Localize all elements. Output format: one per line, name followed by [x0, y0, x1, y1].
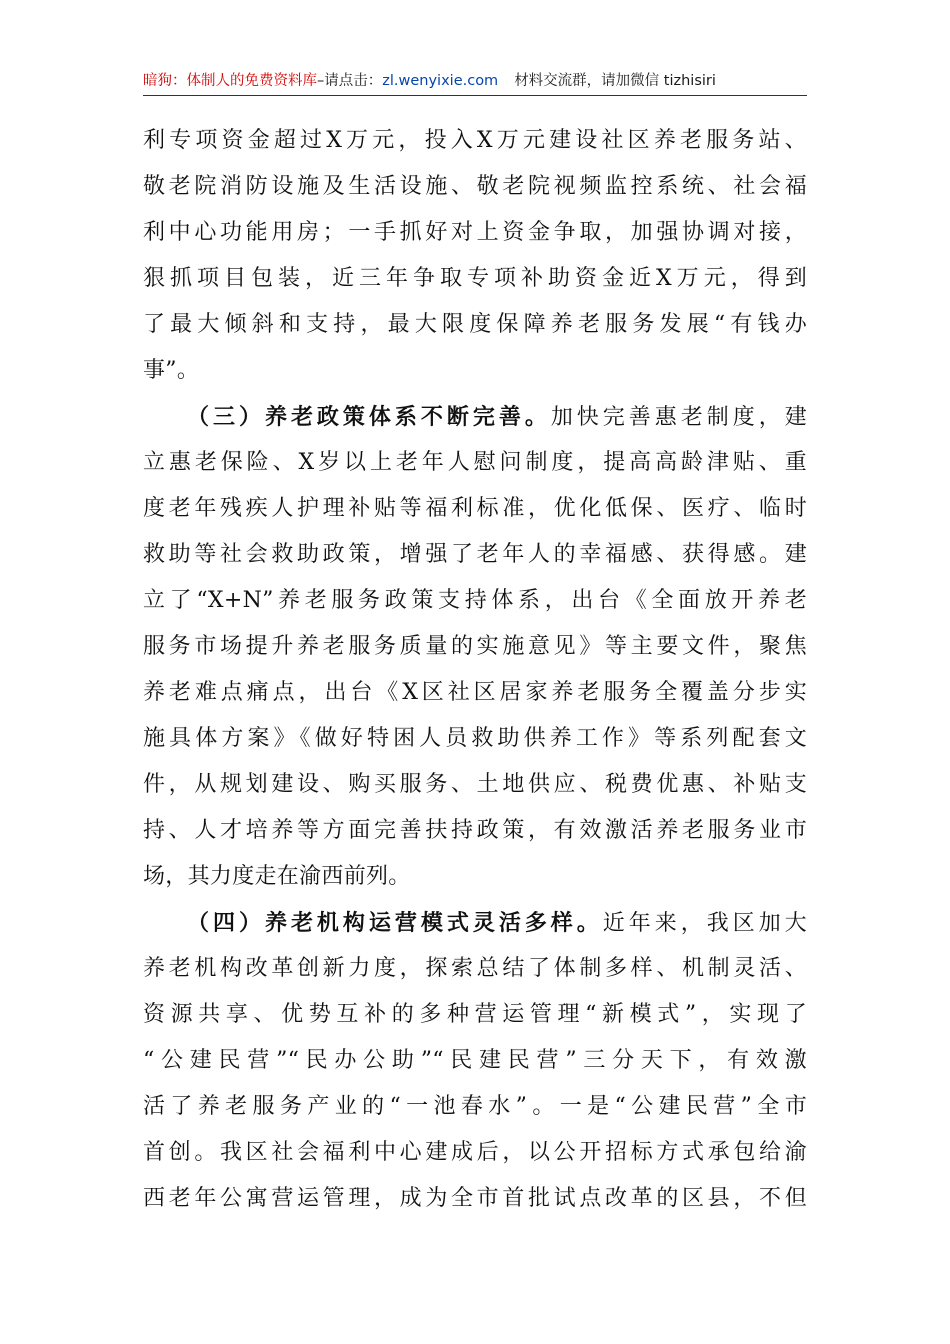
body-line: 度老年残疾人护理补贴等福利标准，优化低保、医疗、临时	[143, 496, 807, 521]
paragraph-first-line	[143, 394, 807, 440]
body-line: 敬老院消防设施及生活设施、敬老院视频监控系统、社会福	[143, 174, 807, 199]
body-line: 养老机构改革创新力度，探索总结了体制多样、机制灵活、	[143, 956, 807, 981]
header-url-link[interactable]: zl.wenyixie.com	[382, 73, 499, 89]
body-line: 狠抓项目包装，近三年争取专项补助资金近X万元，得到	[143, 266, 807, 291]
section-heading: （三）养老政策体系不断完善。	[187, 404, 551, 430]
body-line: 利中心功能用房；一手抓好对上资金争取，加强协调对接，	[143, 220, 807, 245]
header-divider	[143, 95, 807, 96]
body-line: “公建民营”“民办公助”“民建民营”三分天下，有效激	[143, 1048, 807, 1073]
body-line: 服务市场提升养老服务质量的实施意见》等主要文件，聚焦	[143, 634, 807, 659]
body-line: 救助等社会救助政策，增强了老年人的幸福感、获得感。建	[143, 542, 807, 567]
body-line: 立惠老保险、X岁以上老年人慰问制度，提高高龄津贴、重	[143, 450, 807, 475]
body-line: 活了养老服务产业的“一池春水”。一是“公建民营”全市	[143, 1094, 807, 1119]
body-line: 首创。我区社会福利中心建成后，以公开招标方式承包给渝	[143, 1140, 807, 1165]
page-header	[143, 68, 807, 94]
document-body	[143, 118, 807, 1222]
header-wechat-note: 材料交流群，请加微信 tizhisiri	[514, 73, 716, 89]
header-click-prefix: –请点击：	[317, 73, 383, 89]
body-line: 事”。	[143, 358, 200, 383]
body-line: 立了“X+N”养老服务政策支持体系，出台《全面放开养老	[143, 588, 807, 613]
body-line: 西老年公寓营运管理，成为全市首批试点改革的区县，不但	[143, 1186, 807, 1211]
body-line: 了最大倾斜和支持，最大限度保障养老服务发展“有钱办	[143, 312, 807, 337]
body-line: 件，从规划建设、购买服务、土地供应、税费优惠、补贴支	[143, 772, 807, 797]
body-line: 持、人才培养等方面完善扶持政策，有效激活养老服务业市	[143, 818, 807, 843]
body-line: 资源共享、优势互补的多种营运管理“新模式”，实现了	[143, 1002, 807, 1027]
body-line: 施具体方案》《做好特困人员救助供养工作》等系列配套文	[143, 726, 807, 751]
body-line: 利专项资金超过X万元，投入X万元建设社区养老服务站、	[143, 128, 807, 153]
body-text-run: 加快完善惠老制度，建	[550, 405, 807, 430]
body-text-run: 近年来，我区加大	[602, 911, 807, 936]
body-line: 场，其力度走在渝西前列。	[143, 864, 411, 889]
header-brand: 暗狗：体制人的免费资料库	[143, 73, 317, 89]
body-line: 养老难点痛点，出台《X区社区居家养老服务全覆盖分步实	[143, 680, 807, 705]
section-heading: （四）养老机构运营模式灵活多样。	[187, 910, 603, 936]
paragraph-first-line	[143, 900, 807, 946]
